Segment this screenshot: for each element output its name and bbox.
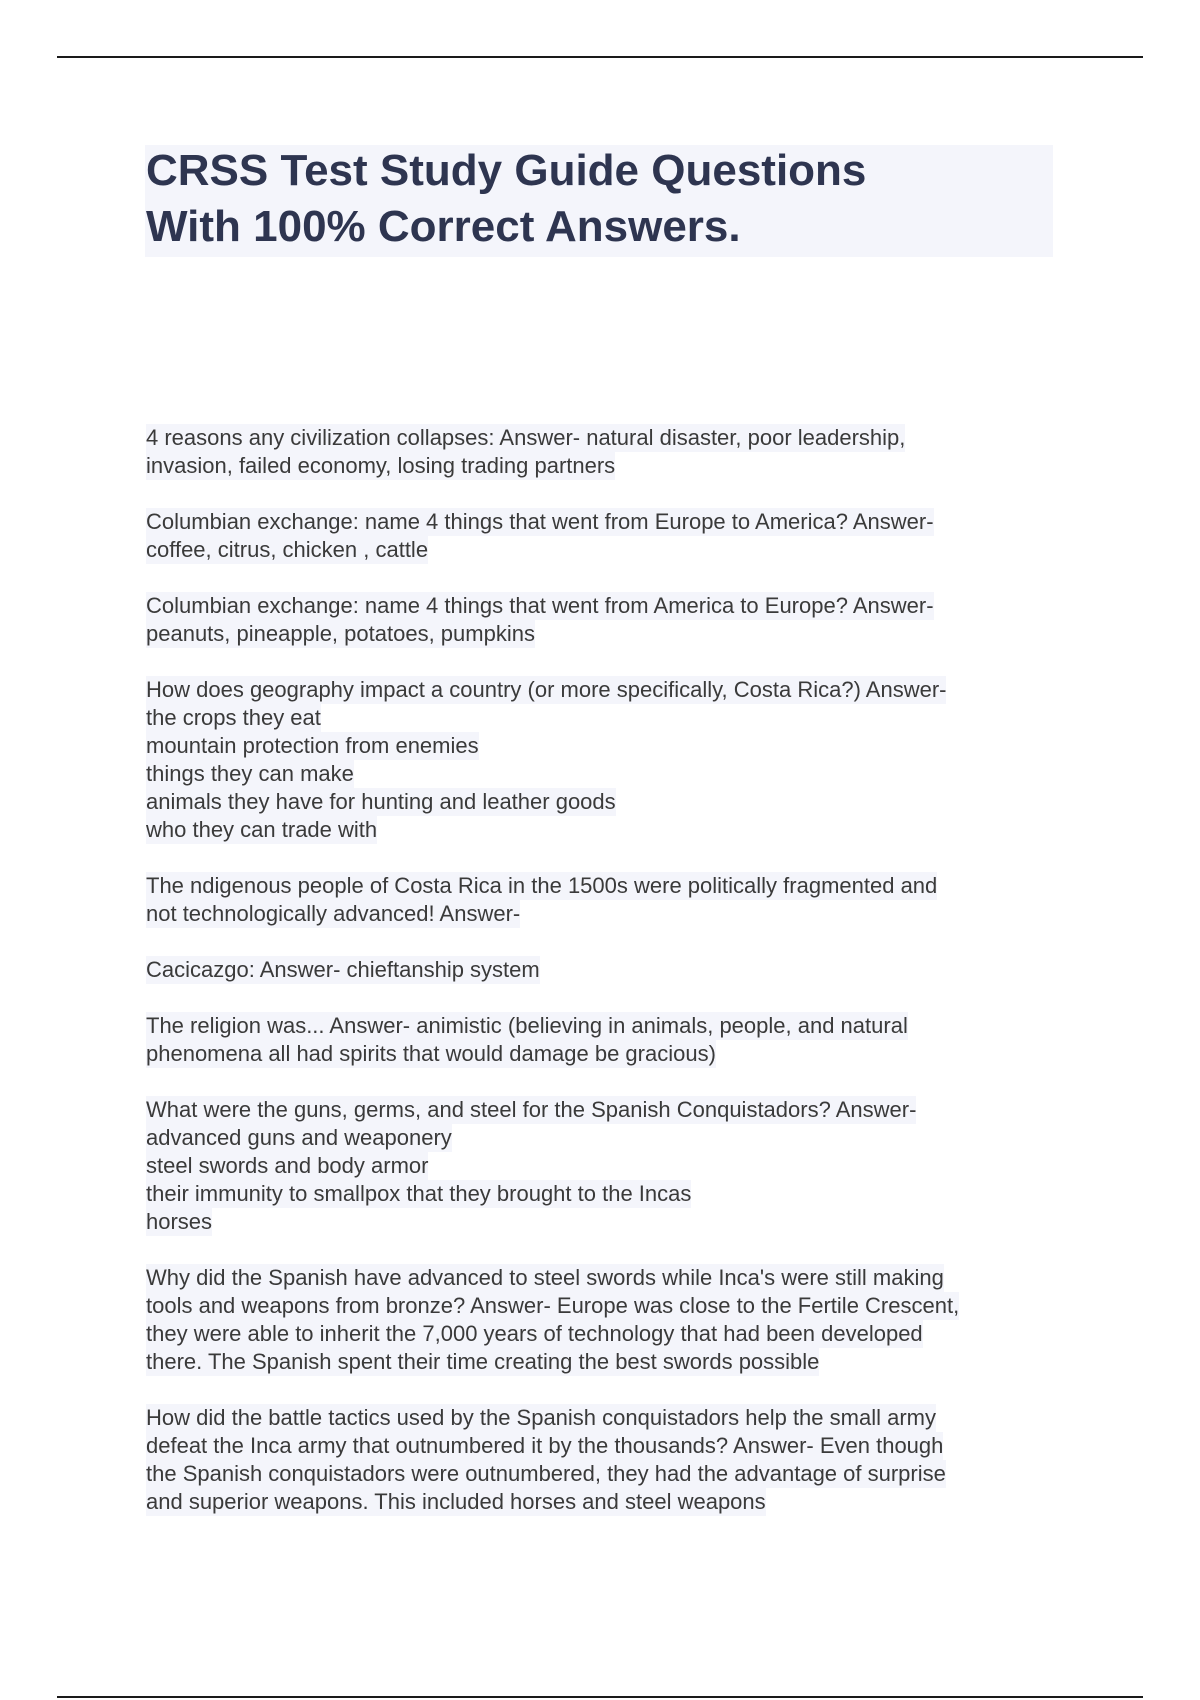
qa-item: [146, 676, 1076, 844]
qa-line: mountain protection from enemies: [146, 733, 479, 758]
qa-line: peanuts, pineapple, potatoes, pumpkins: [146, 621, 535, 646]
qa-item: [146, 424, 1076, 480]
qa-line: tools and weapons from bronze? Answer- Europe was close to the Fertile Crescent,: [146, 1293, 960, 1318]
qa-line: their immunity to smallpox that they brought to the Incas: [146, 1181, 692, 1206]
qa-line: Columbian exchange: name 4 things that went from America to Europe? Answer-: [146, 593, 934, 618]
qa-line: steel swords and body armor: [146, 1153, 429, 1178]
qa-line: phenomena all had spirits that would damage be gracious): [146, 1041, 716, 1066]
qa-item: [146, 956, 1076, 984]
qa-item: [146, 1012, 1076, 1068]
qa-list: [146, 424, 1076, 1544]
qa-line: not technologically advanced! Answer-: [146, 901, 521, 926]
qa-line: invasion, failed economy, losing trading partners: [146, 453, 616, 478]
top-rule: [57, 56, 1143, 58]
document-title: [146, 143, 1066, 255]
qa-item: [146, 1404, 1076, 1516]
qa-line: 4 reasons any civilization collapses: Answer- natural disaster, poor leadership,: [146, 425, 906, 450]
qa-line: The religion was... Answer- animistic (believing in animals, people, and natural: [146, 1013, 908, 1038]
bottom-rule: [57, 1696, 1143, 1698]
title-line: With 100% Correct Answers.: [146, 202, 741, 251]
qa-line: the Spanish conquistadors were outnumbered, they had the advantage of surprise: [146, 1461, 946, 1486]
qa-item: [146, 592, 1076, 648]
qa-item: [146, 1096, 1076, 1236]
qa-line: they were able to inherit the 7,000 years of technology that had been developed: [146, 1321, 923, 1346]
qa-line: the crops they eat: [146, 705, 321, 730]
qa-line: horses: [146, 1209, 213, 1234]
qa-line: Cacicazgo: Answer- chieftanship system: [146, 957, 540, 982]
qa-line: How does geography impact a country (or more specifically, Costa Rica?) Answer-: [146, 677, 947, 702]
qa-line: What were the guns, germs, and steel for the Spanish Conquistadors? Answer-: [146, 1097, 917, 1122]
qa-line: things they can make: [146, 761, 354, 786]
qa-item: [146, 872, 1076, 928]
qa-line: The ndigenous people of Costa Rica in the 1500s were politically fragmented and: [146, 873, 938, 898]
qa-line: animals they have for hunting and leather goods: [146, 789, 616, 814]
title-line: CRSS Test Study Guide Questions: [146, 146, 867, 195]
qa-line: defeat the Inca army that outnumbered it by the thousands? Answer- Even though: [146, 1433, 944, 1458]
qa-line: advanced guns and weaponery: [146, 1125, 452, 1150]
qa-line: there. The Spanish spent their time creating the best swords possible: [146, 1349, 820, 1374]
qa-line: coffee, citrus, chicken , cattle: [146, 537, 429, 562]
qa-line: Columbian exchange: name 4 things that went from Europe to America? Answer-: [146, 509, 934, 534]
qa-item: [146, 1264, 1076, 1376]
qa-item: [146, 508, 1076, 564]
qa-line: who they can trade with: [146, 817, 378, 842]
qa-line: How did the battle tactics used by the Spanish conquistadors help the small army: [146, 1405, 936, 1430]
qa-line: and superior weapons. This included horses and steel weapons: [146, 1489, 766, 1514]
qa-line: Why did the Spanish have advanced to steel swords while Inca's were still making: [146, 1265, 944, 1290]
